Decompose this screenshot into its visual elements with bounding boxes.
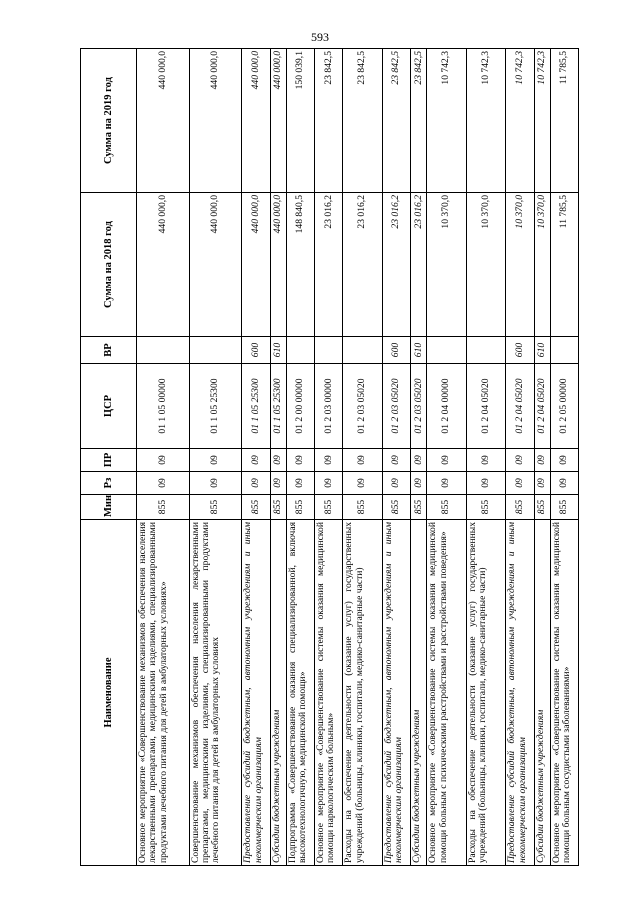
table-cell-sum-2018: 440 000,0 xyxy=(137,193,190,337)
table-cell-pr: 09 xyxy=(427,449,466,472)
table-cell-pr: 09 xyxy=(137,449,190,472)
table-cell-sum-2018: 10 370,0 xyxy=(466,193,505,337)
table-cell-vr: 600 xyxy=(382,337,410,364)
table-cell-sum-2018: 23 016,2 xyxy=(411,193,427,337)
table-cell-rz: 09 xyxy=(270,472,286,495)
table-row xyxy=(427,49,466,866)
table-cell-pr: 09 xyxy=(189,449,242,472)
table-cell-rz: 09 xyxy=(315,472,343,495)
table-cell-sum-2018: 23 016,2 xyxy=(315,193,343,337)
table-cell-sum-2019: 10 742,3 xyxy=(506,49,534,193)
table-cell-sum-2019: 10 742,3 xyxy=(466,49,505,193)
table-body xyxy=(137,49,579,866)
table-cell-name: Подпрограмма «Совершенствование оказания специализированной, включая высокотехнологичную, медицинской помощи» xyxy=(286,520,314,866)
table-cell-sum-2018: 23 016,2 xyxy=(382,193,410,337)
table-cell-csr: 01 2 03 00000 xyxy=(315,364,343,449)
table-cell-sum-2019: 23 842,5 xyxy=(411,49,427,193)
table-row xyxy=(534,49,550,866)
table-cell-sum-2018: 440 000,0 xyxy=(270,193,286,337)
header-pr: ПР xyxy=(81,449,137,472)
table-cell-vr xyxy=(189,337,242,364)
table-cell-min: 855 xyxy=(189,495,242,520)
table-cell-sum-2019: 150 039,1 xyxy=(286,49,314,193)
table-cell-vr: 610 xyxy=(534,337,550,364)
table-cell-vr: 610 xyxy=(411,337,427,364)
table-cell-rz: 09 xyxy=(137,472,190,495)
table-cell-rz: 09 xyxy=(550,472,578,495)
table-cell-sum-2019: 440 000,0 xyxy=(270,49,286,193)
table-cell-pr: 09 xyxy=(550,449,578,472)
table-cell-vr xyxy=(286,337,314,364)
table-row xyxy=(189,49,242,866)
table-cell-pr: 09 xyxy=(466,449,505,472)
table-cell-rz: 09 xyxy=(466,472,505,495)
header-csr: ЦСР xyxy=(81,364,137,449)
table-cell-csr: 01 2 04 05020 xyxy=(506,364,534,449)
table-cell-csr: 01 2 03 05020 xyxy=(382,364,410,449)
table-cell-pr: 09 xyxy=(411,449,427,472)
table-cell-pr: 09 xyxy=(242,449,270,472)
table-cell-sum-2019: 10 742,3 xyxy=(427,49,466,193)
table-cell-name: Основное мероприятие «Совершенствование системы оказания медицинской помощи наркологическим больным» xyxy=(315,520,343,866)
table-cell-name: Субсидии бюджетным учреждениям xyxy=(411,520,427,866)
table-cell-min: 855 xyxy=(506,495,534,520)
table-cell-rz: 09 xyxy=(343,472,382,495)
table-cell-min: 855 xyxy=(315,495,343,520)
table-cell-sum-2019: 23 842,5 xyxy=(382,49,410,193)
table-cell-pr: 09 xyxy=(506,449,534,472)
header-min: Мин xyxy=(81,495,137,520)
table-row xyxy=(286,49,314,866)
table-cell-sum-2018: 148 840,5 xyxy=(286,193,314,337)
table-cell-sum-2018: 10 370,0 xyxy=(534,193,550,337)
table-cell-rz: 09 xyxy=(189,472,242,495)
table-cell-name: Предоставление субсидий бюджетным, автономным учреждениям и иным некоммерческим организациям xyxy=(506,520,534,866)
table-cell-name: Основное мероприятие «Совершенствование системы оказания медицинской помощи больным сосудистыми заболеваниями» xyxy=(550,520,578,866)
table-cell-min: 855 xyxy=(534,495,550,520)
table-cell-rz: 09 xyxy=(411,472,427,495)
table-cell-csr: 01 2 04 05020 xyxy=(534,364,550,449)
table-cell-vr xyxy=(315,337,343,364)
table-row xyxy=(382,49,410,866)
table-cell-csr: 01 1 05 25300 xyxy=(270,364,286,449)
table-cell-vr xyxy=(343,337,382,364)
header-rz: Рз xyxy=(81,472,137,495)
table-cell-name: Совершенствование механизмов обеспечения населения лекарственными препаратами, медицинскими изделиями, специализированными продуктами лечебного питания для детей в амбулаторных условиях xyxy=(189,520,242,866)
table-cell-vr xyxy=(427,337,466,364)
table-row xyxy=(315,49,343,866)
table-cell-vr xyxy=(137,337,190,364)
table-cell-vr xyxy=(466,337,505,364)
table-cell-sum-2019: 23 842,5 xyxy=(343,49,382,193)
table-cell-csr: 01 2 00 00000 xyxy=(286,364,314,449)
table-cell-csr: 01 2 05 00000 xyxy=(550,364,578,449)
table-cell-name: Основное мероприятие «Совершенствование системы оказания медицинской помощи больным с психическими расстройствами и расстройствами поведения» xyxy=(427,520,466,866)
table-cell-csr: 01 1 05 25300 xyxy=(242,364,270,449)
table-cell-csr: 01 2 04 05020 xyxy=(466,364,505,449)
table-cell-pr: 09 xyxy=(270,449,286,472)
table-cell-vr: 600 xyxy=(242,337,270,364)
table-cell-min: 855 xyxy=(242,495,270,520)
table-cell-pr: 09 xyxy=(286,449,314,472)
table-cell-csr: 01 1 05 00000 xyxy=(137,364,190,449)
table-row xyxy=(270,49,286,866)
table-cell-name: Субсидии бюджетным учреждениям xyxy=(534,520,550,866)
table-cell-min: 855 xyxy=(550,495,578,520)
table-row xyxy=(466,49,505,866)
table-cell-min: 855 xyxy=(427,495,466,520)
page-number: 593 xyxy=(311,30,329,44)
table-cell-pr: 09 xyxy=(315,449,343,472)
table-row xyxy=(343,49,382,866)
table-cell-vr: 600 xyxy=(506,337,534,364)
table-cell-pr: 09 xyxy=(382,449,410,472)
table-cell-rz: 09 xyxy=(286,472,314,495)
rotated-table-container xyxy=(80,49,579,866)
table-cell-rz: 09 xyxy=(506,472,534,495)
table-cell-name: Субсидии бюджетным учреждениям xyxy=(270,520,286,866)
table-cell-pr: 09 xyxy=(343,449,382,472)
header-sum-2018: Сумма на 2018 год xyxy=(81,193,137,337)
header-name: Наименование xyxy=(81,520,137,866)
table-cell-sum-2018: 10 370,0 xyxy=(506,193,534,337)
table-cell-min: 855 xyxy=(466,495,505,520)
table-cell-pr: 09 xyxy=(534,449,550,472)
table-cell-rz: 09 xyxy=(427,472,466,495)
table-cell-name: Расходы на обеспечение деятельности (оказание услуг) государственных учреждений (больницы, клиники, госпитали, медико-санитарные части) xyxy=(466,520,505,866)
table-cell-vr xyxy=(550,337,578,364)
table-cell-csr: 01 2 04 00000 xyxy=(427,364,466,449)
header-sum-2019: Сумма на 2019 год xyxy=(81,49,137,193)
table-cell-sum-2018: 440 000,0 xyxy=(189,193,242,337)
table-cell-sum-2019: 23 842,5 xyxy=(315,49,343,193)
table-cell-min: 855 xyxy=(382,495,410,520)
table-cell-csr: 01 2 03 05020 xyxy=(411,364,427,449)
table-cell-min: 855 xyxy=(270,495,286,520)
table-cell-min: 855 xyxy=(343,495,382,520)
table-cell-name: Расходы на обеспечение деятельности (оказание услуг) государственных учреждений (больницы, клиники, госпитали, медико-санитарные части) xyxy=(343,520,382,866)
table-cell-sum-2019: 11 785,5 xyxy=(550,49,578,193)
table-cell-rz: 09 xyxy=(534,472,550,495)
table-cell-sum-2019: 440 000,0 xyxy=(137,49,190,193)
table-cell-rz: 09 xyxy=(242,472,270,495)
table-header-row xyxy=(81,49,137,866)
table-cell-sum-2018: 440 000,0 xyxy=(242,193,270,337)
table-row xyxy=(242,49,270,866)
table-row xyxy=(506,49,534,866)
table-cell-sum-2018: 11 785,5 xyxy=(550,193,578,337)
table-cell-rz: 09 xyxy=(382,472,410,495)
table-cell-min: 855 xyxy=(286,495,314,520)
table-row xyxy=(550,49,578,866)
table-cell-name: Предоставление субсидий бюджетным, автономным учреждениям и иным некоммерческим организациям xyxy=(382,520,410,866)
table-cell-csr: 01 1 05 25300 xyxy=(189,364,242,449)
table-cell-name: Основное мероприятие «Совершенствование механизмов обеспечения населения лекарственными препаратами, медицинскими изделиями, специализированными продуктами лечебного питания для детей в амбулаторных условиях» xyxy=(137,520,190,866)
table-row xyxy=(137,49,190,866)
table-row xyxy=(411,49,427,866)
table-cell-min: 855 xyxy=(411,495,427,520)
table-cell-sum-2019: 10 742,3 xyxy=(534,49,550,193)
header-vr: ВР xyxy=(81,337,137,364)
table-cell-vr: 610 xyxy=(270,337,286,364)
table-cell-name: Предоставление субсидий бюджетным, автономным учреждениям и иным некоммерческим организациям xyxy=(242,520,270,866)
table-cell-sum-2018: 23 016,2 xyxy=(343,193,382,337)
table-cell-min: 855 xyxy=(137,495,190,520)
budget-table xyxy=(80,48,579,866)
table-cell-sum-2018: 10 370,0 xyxy=(427,193,466,337)
table-cell-sum-2019: 440 000,0 xyxy=(189,49,242,193)
table-cell-csr: 01 2 03 05020 xyxy=(343,364,382,449)
table-cell-sum-2019: 440 000,0 xyxy=(242,49,270,193)
